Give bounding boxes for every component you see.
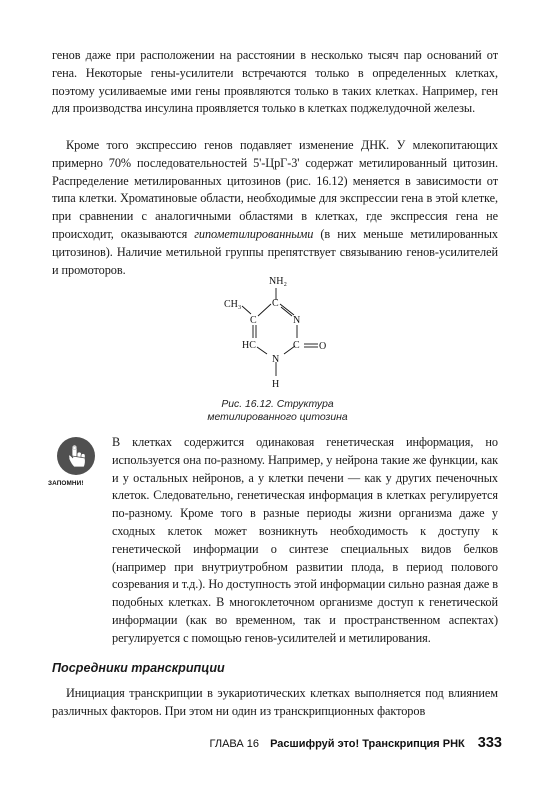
atom-o: O xyxy=(319,341,327,352)
atom-h: H xyxy=(272,379,280,390)
atom-n3: N xyxy=(293,315,301,326)
remember-label: ЗАПОМНИ! xyxy=(48,480,84,487)
atom-n1: N xyxy=(272,354,280,365)
page-number: 333 xyxy=(477,735,502,751)
paragraph-continuation: генов даже при расположении на расстоянии в несколько тысяч пар оснований от гена. Некоторые гены-усилители встречаются только в определенных клетках, поэтому усиливаемые ими гены проявляются только в таких клетках. Например, ген для производства инсулина проявляется только в клетках поджелудочной железы. xyxy=(52,48,498,116)
figure-caption: Рис. 16.12. Структура метилированного цитозина xyxy=(207,399,348,423)
italic-term: гипометилированными xyxy=(194,226,314,241)
footer-chapter: ГЛАВА 16 xyxy=(209,738,260,750)
footer-chapter-title: Расшифруй это! Транскрипция РНК xyxy=(270,738,465,750)
remember-sidebar-marker xyxy=(48,437,104,487)
remember-badge xyxy=(57,437,95,475)
atom-nh2: NH₂ xyxy=(269,276,287,287)
atom-c5: C xyxy=(250,315,257,326)
atom-c2: C xyxy=(293,340,300,351)
running-footer xyxy=(52,735,502,751)
atom-ch3: CH₃ xyxy=(224,299,242,310)
section-heading: Посредники транскрипции xyxy=(52,661,225,675)
atom-hc6: HC xyxy=(242,340,256,351)
bond-lines xyxy=(242,288,318,376)
paragraph-text: Кроме того экспрессию генов подавляет изменение ДНК. У млекопитающих примерно 70% последовательностей 5'-ЦрГ-3' содержат метилированный цитозин. Распределение метилированных цитозинов (рис. 16.12) меняется в зависимости от типа клетки. Хроматиновые области, необходимые для экспрессии гена в этой клетке, при сравнении с аналогичными областями в клетках, где экспрессия гена не происходит, оказываются xyxy=(52,138,498,241)
pointing-hand-icon xyxy=(57,437,95,475)
paragraph-transcription-initiation: Инициация транскрипции в эукариотических клетках выполняется под влиянием различных факторов. При этом ни один из транскрипционных факторов xyxy=(52,686,498,718)
methylcytosine-structure-figure xyxy=(180,268,380,396)
paragraph-remember-note: В клетках содержится одинаковая генетическая информация, но используется она по-разному. Например, у нейрона такие же функции, как и у остальных нейронов, а у клетки печени — как у других печеночных клеток. Следовательно, генетическая информация в клетках регулируется по-разному. Кроме того в разные периоды жизни организма даже у сходных клеток может возникнуть необходимость к доступу к генетической информации о синтезе специальных видов белков (например при внутриутробном развитии плода, в период полового созревания и т.д.). Но доступность этой информации сильно разная даже в подобных клетках. В многоклеточном организме доступ к генетической информации (как во временном, так и пространственном аспектах) регулируется с помощью генов-усилителей и метилирования. xyxy=(112,435,498,645)
paragraph-text: (в них меньше метилированных цитозинов). Наличие метильной группы препятствует связыванию генов-усилителей и промоторов. xyxy=(52,226,498,277)
atom-c4: C xyxy=(272,298,279,309)
paragraph-dna-methylation xyxy=(52,137,498,279)
